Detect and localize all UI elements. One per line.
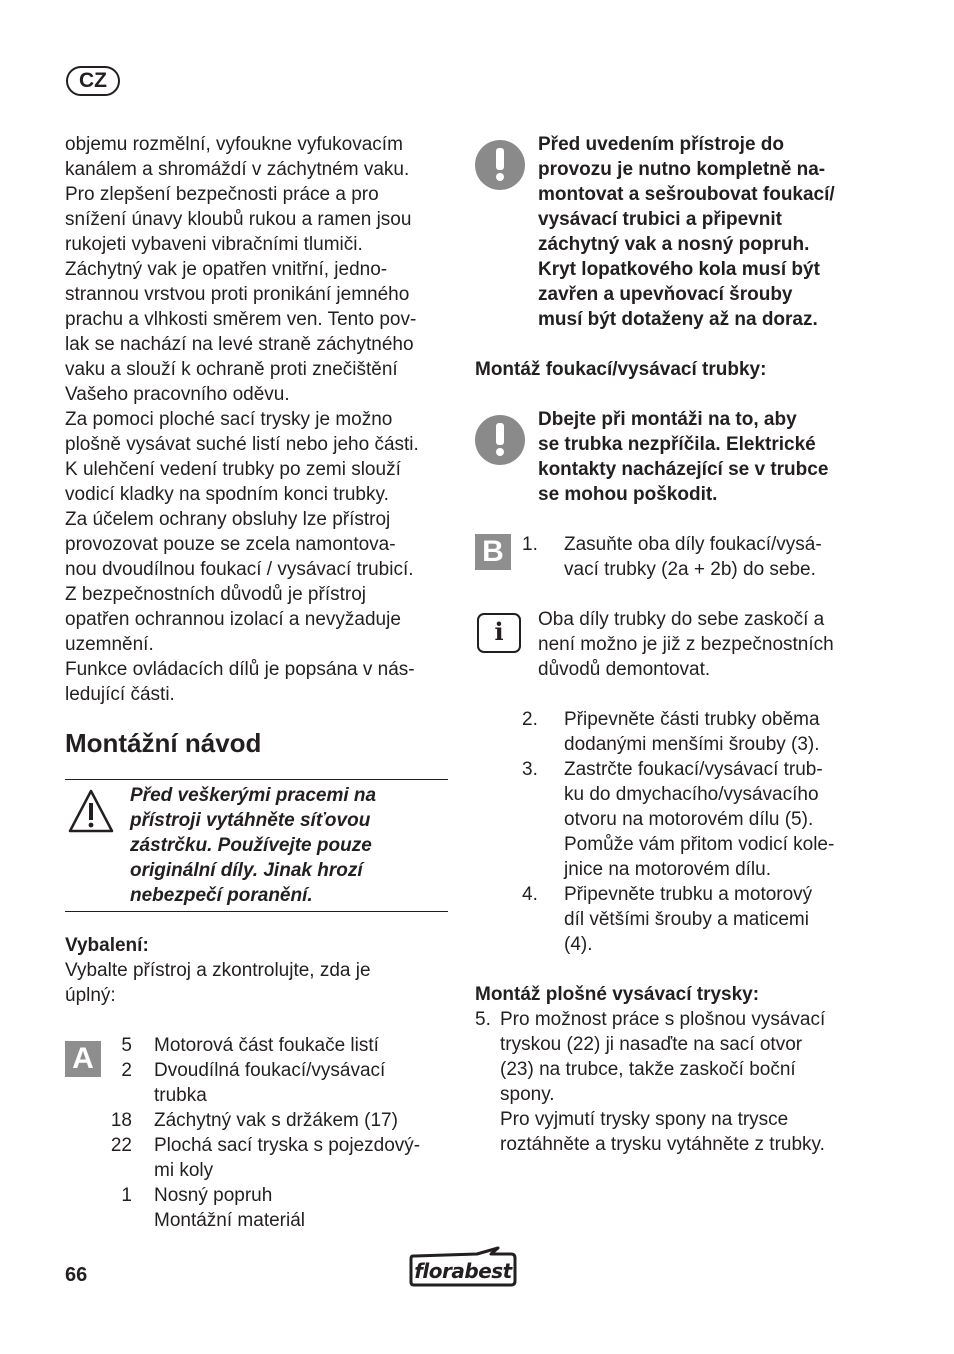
figure-reference-badge: B	[475, 534, 511, 570]
text-line: Připevněte trubku a motorový	[564, 884, 813, 905]
text-line: montovat a sešroubovat foukací/	[538, 184, 835, 205]
text-line: Nosný popruh	[154, 1185, 273, 1206]
item-number: 5	[121, 1035, 132, 1056]
text-line: dodanými menšími šrouby (3).	[564, 734, 820, 755]
text-line: Před uvedením přístroje do	[538, 134, 784, 155]
text-line: K ulehčení vedení trubky po zemi slouží	[65, 459, 401, 480]
text-line: opatřen ochrannou izolací a nevyžaduje	[65, 609, 401, 630]
item-number: 18	[110, 1110, 132, 1131]
text-line: prachu a vlhkosti směrem ven. Tento pov-	[65, 309, 417, 330]
text-line: Vašeho pracovního oděvu.	[65, 384, 290, 405]
text-line: Záchytný vak s držákem (17)	[154, 1110, 398, 1131]
unpack-title: Vybalení:	[65, 935, 149, 956]
text-line: snížení únavy kloubů rukou a ramen jsou	[65, 209, 412, 230]
text-line: nebezpečí poranění.	[130, 885, 313, 906]
text-line: Pomůže vám přitom vodicí kole-	[564, 834, 835, 855]
text-line: provozovat pouze se zcela namontova-	[65, 534, 396, 555]
language-badge: CZ	[66, 66, 120, 96]
text-line: mi koly	[154, 1160, 214, 1181]
text-line: uzemnění.	[65, 634, 154, 655]
text-line: musí být dotaženy až na doraz.	[538, 309, 818, 330]
text-line: důvodů demontovat.	[538, 659, 711, 680]
item-number: 1	[121, 1185, 132, 1206]
step-number: 2.	[522, 709, 538, 730]
step-number: 5.	[475, 1009, 491, 1030]
parts-list	[100, 1033, 450, 1233]
list-item	[100, 1033, 450, 1058]
item-text	[154, 1033, 379, 1058]
step-number: 4.	[522, 884, 538, 905]
text-line: Zasuňte oba díly foukací/vysá-	[564, 534, 822, 555]
text-line: vací trubky (2a + 2b) do sebe.	[564, 559, 816, 580]
text-line: Zastrčte foukací/vysávací trub-	[564, 759, 823, 780]
list-item	[522, 882, 870, 957]
text-line: jnice na motorovém dílu.	[564, 859, 771, 880]
list-item	[522, 707, 870, 757]
exclamation-icon	[475, 140, 525, 190]
text-line: Za pomoci ploché sací trysky je možno	[65, 409, 393, 430]
text-line: záchytný vak a nosný popruh.	[538, 234, 810, 255]
warning-assembly-text	[538, 132, 870, 332]
text-line: úplný:	[65, 985, 116, 1006]
text-line: Oba díly trubky do sebe zaskočí a	[538, 609, 825, 630]
text-line: provozu je nutno kompletně na-	[538, 159, 826, 180]
tube-assembly-title: Montáž foukací/vysávací trubky:	[475, 359, 767, 380]
logo-wordmark: florabest	[414, 1259, 512, 1283]
text-line: lak se nachází na levé straně záchytného	[65, 334, 414, 355]
text-line: otvoru na motorovém dílu (5).	[564, 809, 814, 830]
text-line: ledující části.	[65, 684, 175, 705]
item-number: 2	[121, 1060, 132, 1081]
text-line: Pro vyjmutí trysky spony na trysce	[500, 1109, 789, 1130]
text-line: originální díly. Jinak hrozí	[130, 860, 363, 881]
text-line: Před veškerými pracemi na	[130, 785, 377, 806]
list-item	[100, 1058, 450, 1108]
step-number: 3.	[522, 759, 538, 780]
exclamation-icon	[475, 415, 525, 465]
divider	[65, 911, 448, 912]
section-title: Montážní návod	[65, 728, 262, 758]
text-line: Funkce ovládacích dílů je popsána v nás-	[65, 659, 415, 680]
intro-text	[65, 132, 450, 707]
text-line: zástrčku. Používejte pouze	[130, 835, 372, 856]
list-item	[100, 1133, 450, 1183]
text-line: Z bezpečnostních důvodů je přístroj	[65, 584, 367, 605]
item-text	[154, 1183, 305, 1233]
text-line: zavřen a upevňovací šrouby	[538, 284, 793, 305]
text-line: Pro zlepšení bezpečnosti práce a pro	[65, 184, 379, 205]
text-line: Připevněte části trubky oběma	[564, 709, 820, 730]
text-line: roztáhněte a trysku vytáhněte z trubky.	[500, 1134, 825, 1155]
text-line: trubka	[154, 1085, 207, 1106]
text-line: Kryt lopatkového kola musí být	[538, 259, 820, 280]
item-text	[154, 1133, 420, 1183]
text-line: objemu rozmělní, vyfoukne vyfukovacím	[65, 134, 403, 155]
text-line: se mohou poškodit.	[538, 484, 718, 505]
step-text	[500, 1007, 870, 1157]
text-line: Pro možnost práce s plošnou vysávací	[500, 1009, 826, 1030]
item-text	[154, 1058, 385, 1108]
nozzle-assembly-title: Montáž plošné vysávací trysky:	[475, 984, 760, 1005]
text-line: přístroji vytáhněte síťovou	[130, 810, 371, 831]
text-line: rukojeti vybaveni vibračními tlumiči.	[65, 234, 363, 255]
info-text	[538, 607, 870, 682]
info-icon: i	[477, 613, 521, 653]
text-line: Plochá sací tryska s pojezdový-	[154, 1135, 421, 1156]
page-number: 66	[65, 1264, 88, 1286]
list-item	[522, 757, 870, 882]
step-text	[564, 707, 820, 757]
text-line: kontakty nacházející se v trubce	[538, 459, 829, 480]
divider	[65, 779, 448, 780]
step-text	[564, 757, 834, 882]
text-line: Dbejte při montáži na to, aby	[538, 409, 797, 430]
text-line: díl většími šrouby a maticemi	[564, 909, 809, 930]
text-line: Záchytný vak je opatřen vnitřní, jedno-	[65, 259, 388, 280]
text-line: spony.	[500, 1084, 555, 1105]
steps-list	[522, 707, 870, 957]
text-line: ku do dmychacího/vysávacího	[564, 784, 819, 805]
text-line: (23) na trubce, takže zaskočí boční	[500, 1059, 796, 1080]
text-line: vaku a slouží k ochraně proti znečištění	[65, 359, 398, 380]
text-line: není možno je již z bezpečnostních	[538, 634, 834, 655]
text-line: kanálem a shromáždí v záchytném vaku.	[65, 159, 410, 180]
warning-text	[130, 783, 450, 908]
text-line: (4).	[564, 934, 593, 955]
step-number: 1.	[522, 534, 538, 555]
text-line: se trubka nezpříčila. Elektrické	[538, 434, 816, 455]
florabest-logo	[407, 1246, 519, 1288]
item-text	[154, 1108, 398, 1133]
text-line: Motorová část foukače listí	[154, 1035, 379, 1056]
step-text	[564, 882, 812, 957]
text-line: tryskou (22) ji nasaďte na sací otvor	[500, 1034, 803, 1055]
item-number: 22	[110, 1135, 132, 1156]
text-line: strannou vrstvou proti pronikání jemného	[65, 284, 410, 305]
text-line: plošně vysávat suché listí nebo jeho části.	[65, 434, 419, 455]
unpack-text	[65, 958, 450, 1008]
text-line: vysávací trubici a připevnit	[538, 209, 782, 230]
text-line: Montážní materiál	[154, 1210, 306, 1231]
text-line: Za účelem ochrany obsluhy lze přístroj	[65, 509, 391, 530]
list-item	[100, 1183, 450, 1233]
text-line: nou dvoudílnou foukací / vysávací trubicí.	[65, 559, 414, 580]
text-line: Dvoudílná foukací/vysávací	[154, 1060, 386, 1081]
text-line: Vybalte přístroj a zkontrolujte, zda je	[65, 960, 371, 981]
step-text	[564, 532, 864, 582]
warning-tube-text	[538, 407, 870, 507]
list-item	[100, 1108, 450, 1133]
warning-triangle-icon	[67, 788, 115, 834]
text-line: vodicí kladky na spodním konci trubky.	[65, 484, 389, 505]
figure-reference-badge: A	[65, 1041, 101, 1077]
